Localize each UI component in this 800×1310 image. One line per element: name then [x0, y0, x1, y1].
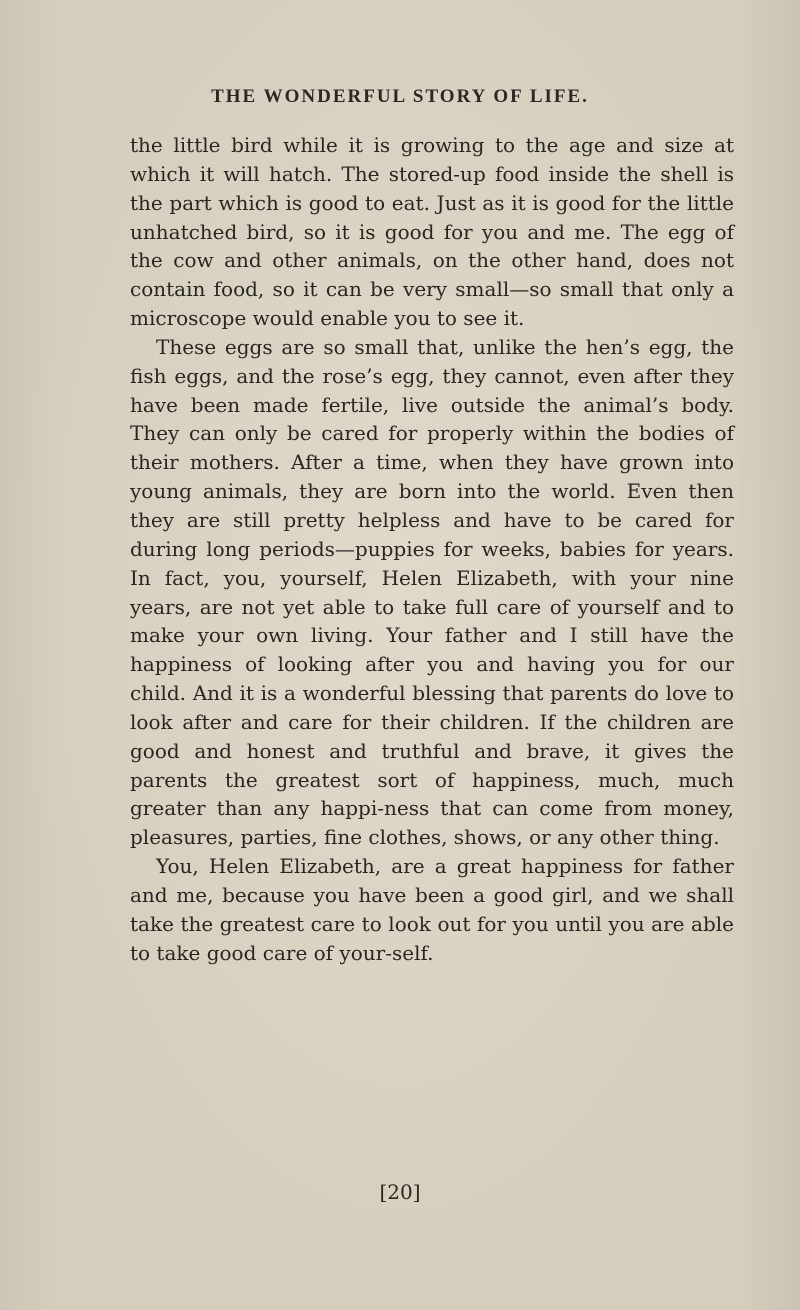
paragraph-2: These eggs are so small that, unlike the hen’s egg, the fish eggs, and the rose’s egg, they cannot, even after they have been made fertile, live outside the animal’s body. They can only be cared for properly within the bodies of their mothers. After a time, when they have grown into young animals, they are born into the world. Even then they are still pretty helpless and have to be cared for during long periods—puppies for weeks, babies for years. In fact, you, yourself, Helen Elizabeth, with your nine years, are not yet able to take full care of yourself and to make your own living. Your father and I still have the happiness of looking after you and having you for our child. And it is a wonderful blessing that parents do love to look after and care for their children. If the children are good and honest and truthful and brave, it gives the parents the greatest sort of happiness, much, much greater than any happi-ness that can come from money, pleasures, parties, fine clothes, shows, or any other thing. — [130, 334, 734, 850]
body-text — [130, 131, 734, 967]
paragraph-1: the little bird while it is growing to the age and size at which it will hatch. The stored-up food inside the shell is the part which is good to eat. Just as it is good for the little unhatched bird, so it is good for you and me. The egg of the cow and other animals, on the other hand, does not contain food, so it can be very small—so small that only a microscope would enable you to see it. — [130, 133, 734, 331]
running-head: THE WONDERFUL STORY OF LIFE. — [211, 86, 589, 107]
page-number: [20] — [379, 1180, 421, 1204]
paragraph-3: You, Helen Elizabeth, are a great happiness for father and me, because you have been a good girl, and we shall take the greatest care to look out for you until you are able to take good care of your-self. — [130, 854, 734, 965]
